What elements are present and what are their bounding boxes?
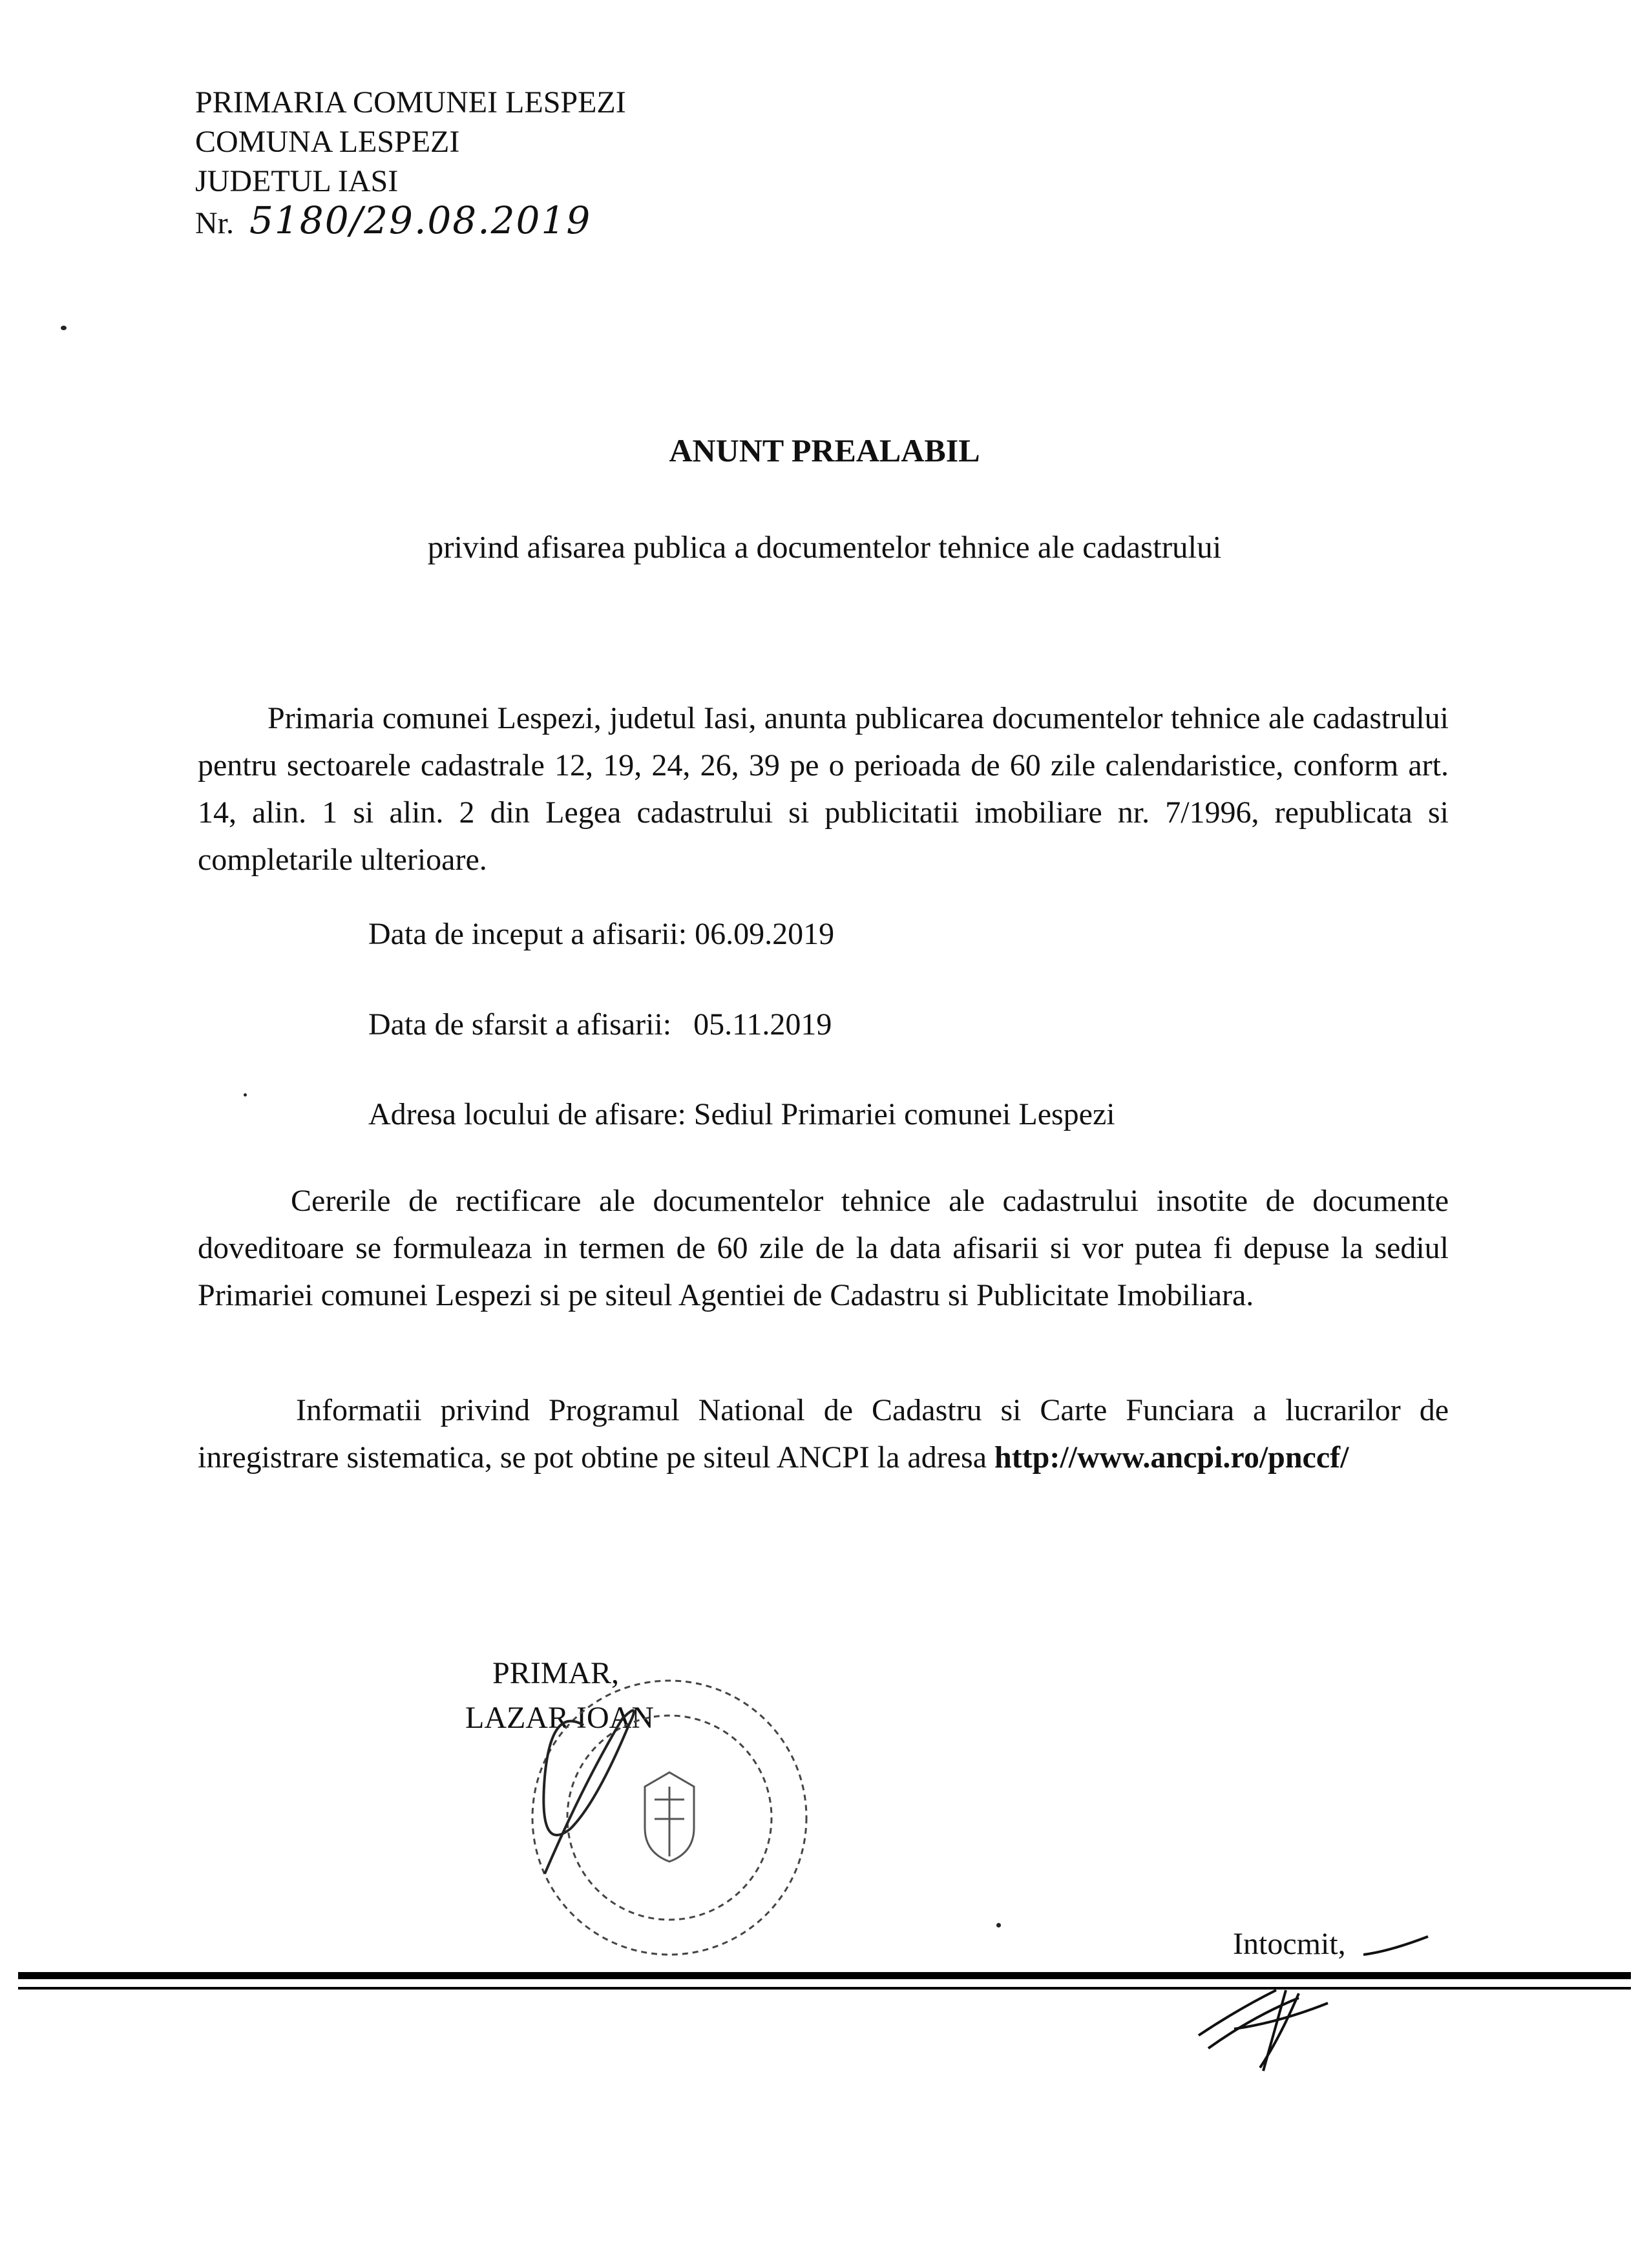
start-date-label: Data de inceput a afisarii: (368, 917, 688, 951)
registration-number-label: Nr. (195, 206, 234, 240)
preparer-signature (1195, 1977, 1344, 2074)
footer-rule-thin (18, 1987, 1631, 1990)
handwritten-registration-number: 5180/29.08.2019 (249, 198, 592, 242)
announcement-paragraph: Primaria comunei Lespezi, judetul Iasi, anunta publicarea documentelor tehnice ale cadastrului pentru sectoarele cadastrale 12, 19, 24, 26, 39 pe o perioada de 60 zile calendaristice, conform art. 14, alin. 1 si alin. 2 din Legea cadastrului si publicitatii imobiliare nr. 7/1996, republicata si completarile ulterioare. (198, 701, 1449, 877)
mayor-name: LAZAR IOAN (465, 1701, 654, 1735)
end-date-label: Data de sfarsit a afisarii: (368, 1007, 672, 1042)
end-date-line (368, 1007, 832, 1042)
information-paragraph (198, 1387, 1449, 1481)
mayor-title: PRIMAR, (492, 1656, 620, 1690)
scan-speck (996, 1923, 1001, 1927)
prepared-by-label: Intocmit, (1233, 1927, 1346, 1961)
issuer-line-2: COMUNA LESPEZI (195, 125, 460, 159)
issuer-line-1: PRIMARIA COMUNEI LESPEZI (195, 85, 626, 120)
document-subtitle: privind afisarea publica a documentelor tehnice ale cadastrului (427, 529, 1222, 565)
document-header (195, 83, 626, 243)
display-address-line (368, 1097, 1115, 1132)
official-seal-stamp (522, 1664, 819, 1961)
display-address-value: Sediul Primariei comunei Lespezi (693, 1097, 1115, 1131)
scan-speck (244, 1093, 247, 1097)
registration-number (195, 198, 626, 243)
start-date-line (368, 916, 834, 952)
document-title: ANUNT PREALABIL (669, 432, 980, 468)
information-text: Informatii privind Programul National de Cadastru si Carte Funciara a lucrarilor de inregistrare sistematica, se pot obtine pe siteul ANCPI la adresa (198, 1393, 1449, 1475)
footer-rule-thick (18, 1972, 1631, 1979)
prepared-by-signature-stroke (1363, 1929, 1434, 1961)
end-date-value: 05.11.2019 (693, 1007, 832, 1042)
start-date-value: 06.09.2019 (695, 917, 835, 951)
scan-speck (61, 326, 67, 330)
display-address-label: Adresa locului de afisare: (368, 1097, 686, 1131)
issuer-line-3: JUDETUL IASI (195, 164, 399, 198)
rectification-paragraph: Cererile de rectificare ale documentelor tehnice ale cadastrului insotite de documente doveditoare se formuleaza in termen de 60 zile de la data afisarii si vor putea fi depuse la sediul Primariei comunei Lespezi si pe siteul Agentiei de Cadastru si Publicitate Imobiliara. (198, 1184, 1449, 1312)
ancpi-url: http://www.ancpi.ro/pnccf/ (994, 1440, 1349, 1475)
